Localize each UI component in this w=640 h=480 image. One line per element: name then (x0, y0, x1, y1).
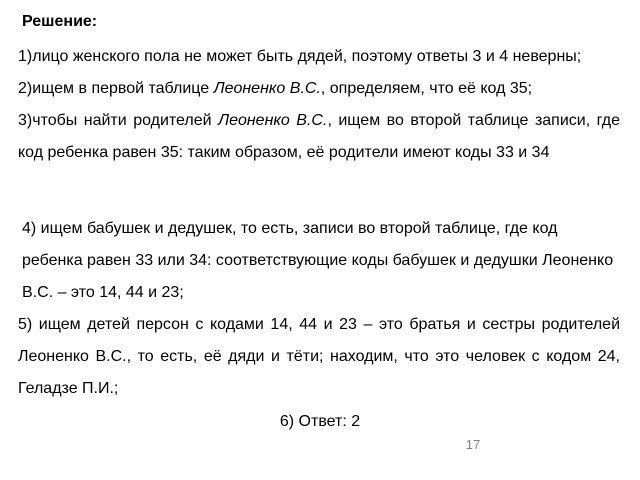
step-3-text-start: 3)чтобы найти родителей (18, 112, 219, 129)
step-1: 1)лицо женского пола не может быть дядей, поэтому ответы 3 и 4 неверны; (18, 48, 582, 65)
step-5: 5) ищем детей персон с кодами 14, 44 и 23 – это братья и сестры родителей Леоненко В.С., то есть, её дяди и тёти; находим, что это человек с кодом 24, Геладзе П.И.; (18, 316, 620, 397)
solution-steps-part-2 (18, 213, 620, 405)
step-4: 4) ищем бабушек и дедушек, то есть, записи во второй таблице, где код ребенка равен 33 или 34: соответствующие коды бабушек и дедушки Леоненко В.С. – это 14, 44 и 23; (22, 220, 614, 301)
step-3-text-end: , ищем во второй таблице записи, где код ребенка равен 35: таким образом, её родители имеют коды 33 и 34 (18, 112, 621, 161)
step-2-text-start: 2)ищем в первой таблице (18, 80, 214, 97)
answer-line: 6) Ответ: 2 (279, 413, 361, 430)
step-3-person-name: Леоненко В.С. (218, 112, 328, 129)
step-3 (18, 105, 620, 169)
step-2-person-name: Леоненко В.С. (213, 80, 321, 97)
step-2-text-end: , определяем, что её код 35; (320, 80, 533, 97)
solution-steps-part-1 (18, 41, 620, 169)
solution-heading: Решение: (22, 13, 98, 30)
step-2 (18, 73, 620, 105)
page-number: 17 (465, 437, 481, 452)
